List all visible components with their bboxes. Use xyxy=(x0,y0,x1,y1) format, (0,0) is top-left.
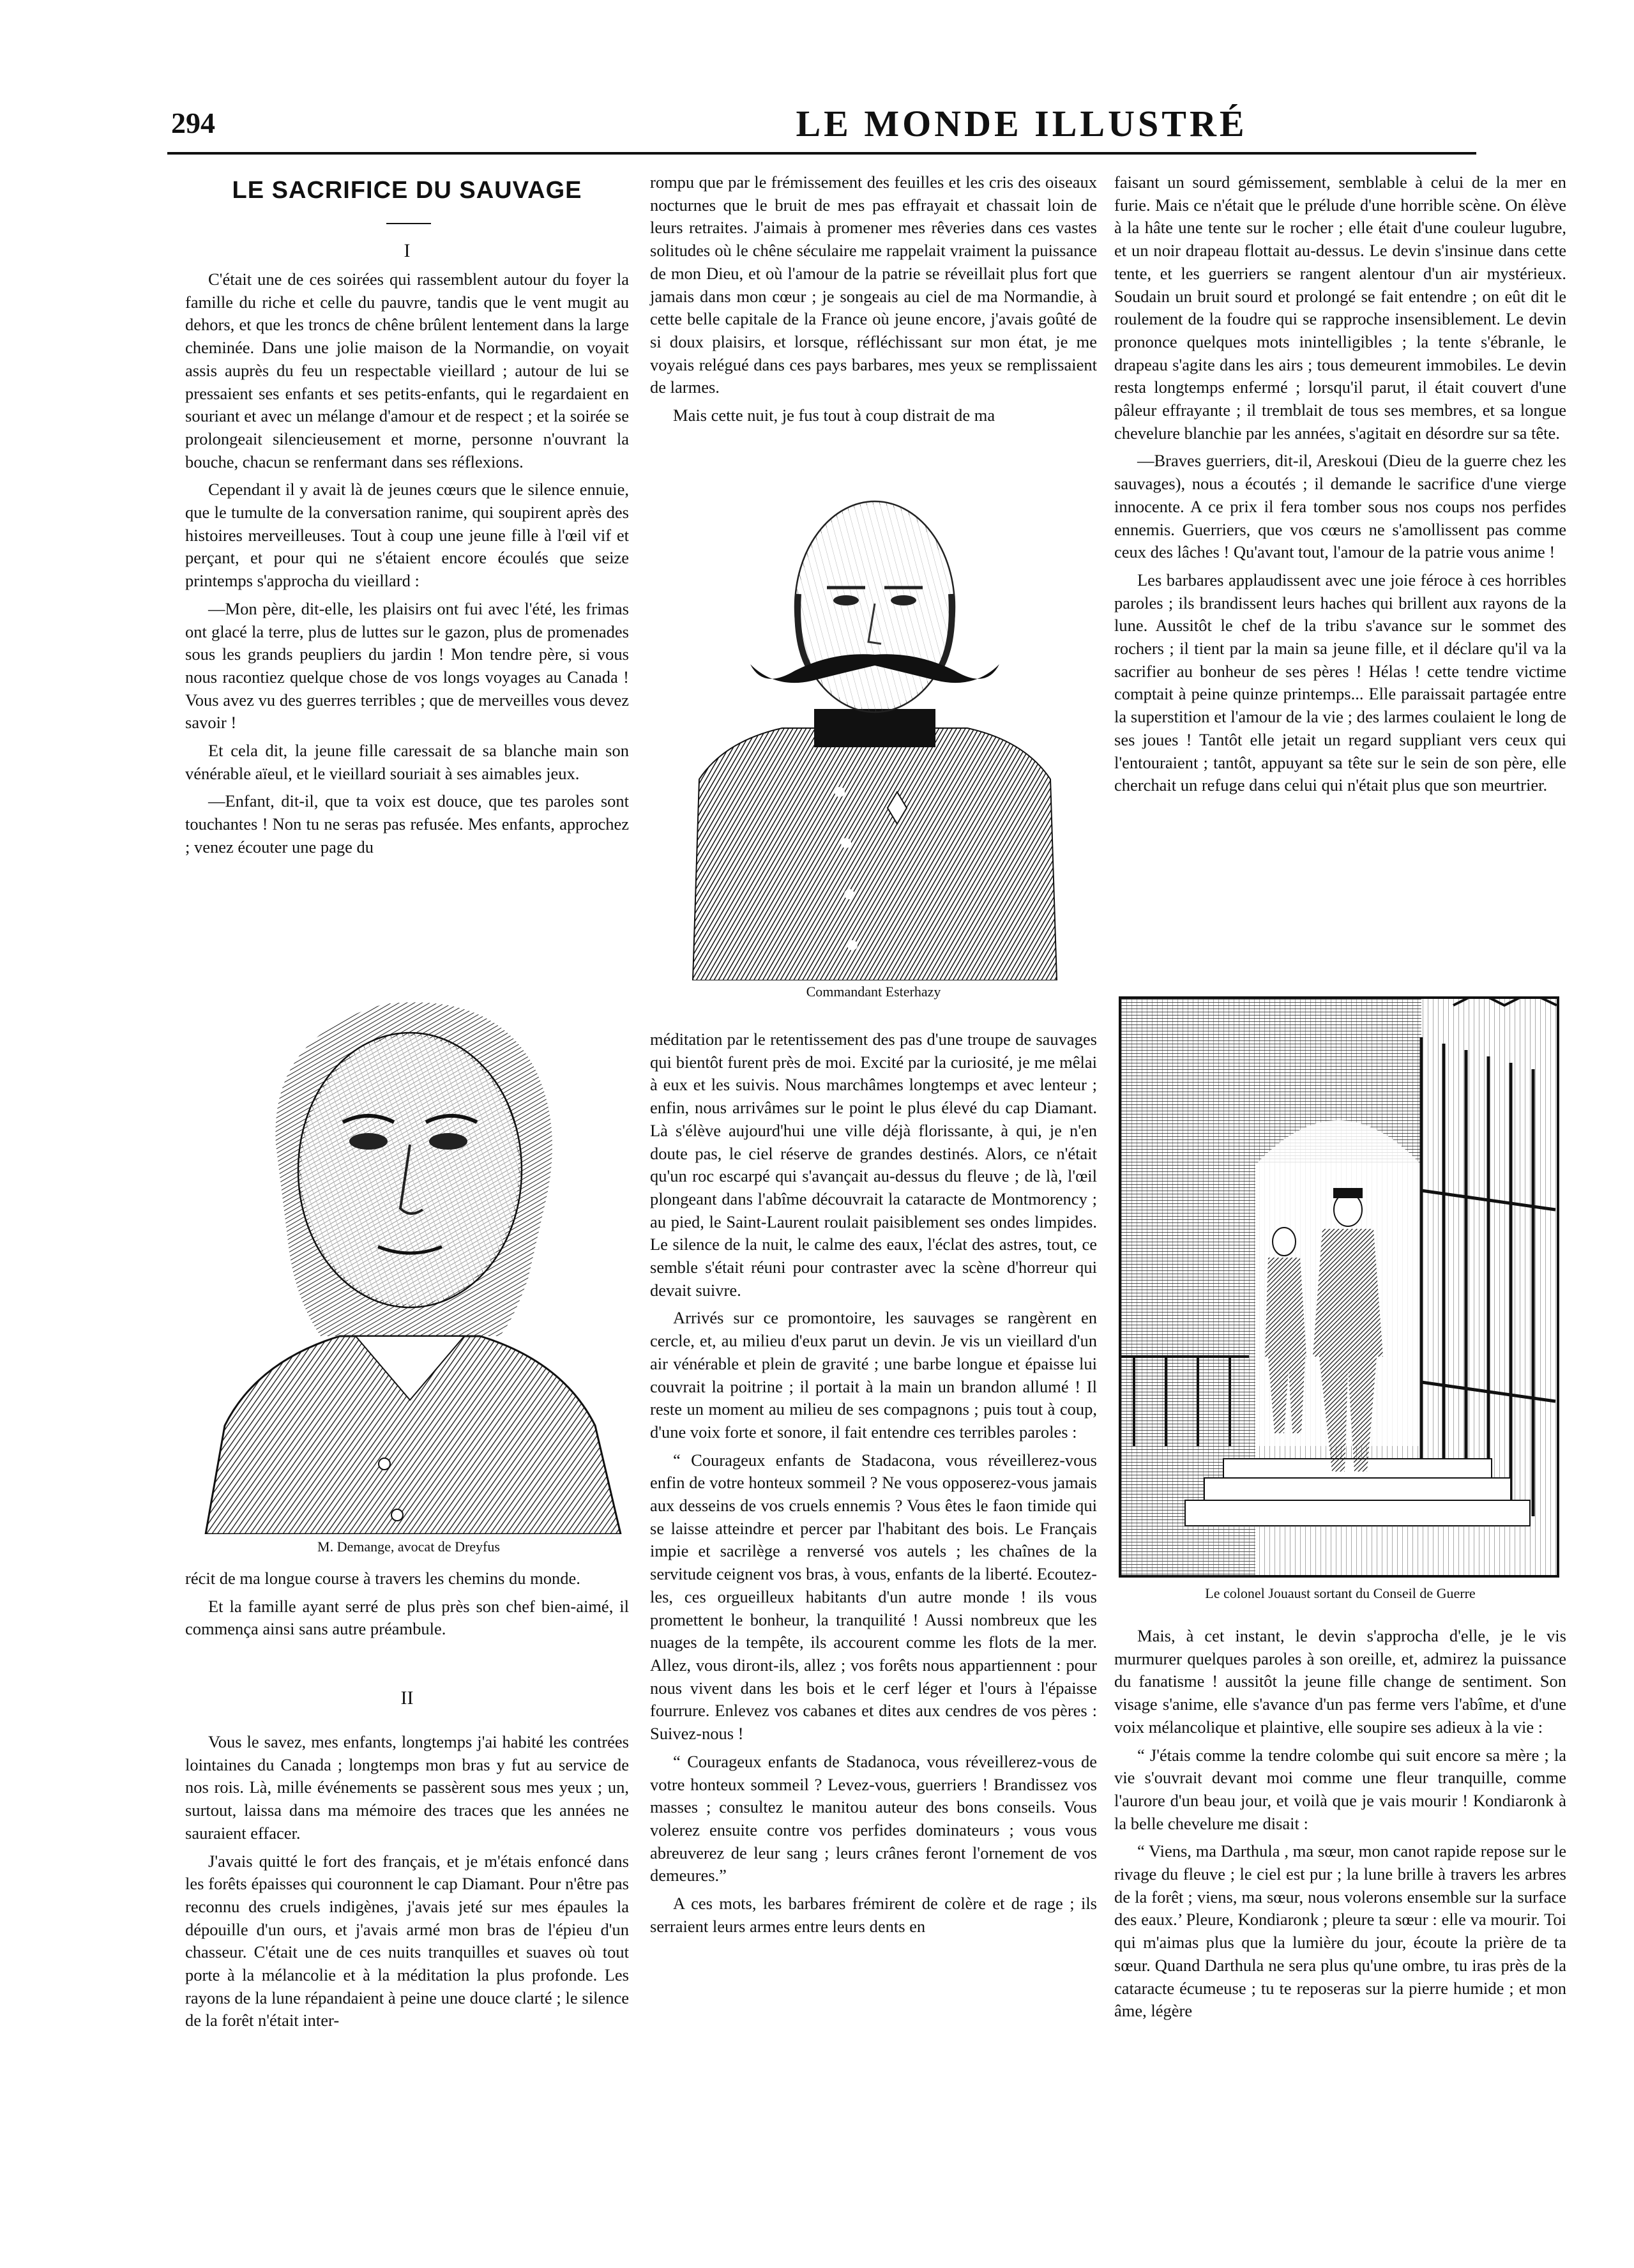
demange-portrait-engraving xyxy=(180,978,640,1534)
paragraph: faisant un sourd gémissement, semblable à celui de la mer en furie. Mais ce n'était que le prélude d'une horrible scène. On élève à la hâte une tente sur le rocher ; elle était d'une couleur lugubre, et un noir drapeau flottait au-dessus. Le devin s'insinue dans cette tente, et les guerriers se rangent alentour d'un air mystérieux. Soudain un bruit sourd et prolongé se fait entendre ; on eût dit le roulement de la foudre qui se rapproche insensiblement. Le devin prononce quelques mots inintelligibles ; la tente s'ébranle, le drapeau s'agite dans les airs ; tous demeurent immobiles. Le devin resta longtemps enfermé ; lorsqu'il parut, il était couvert d'une pâleur effrayante ; il tremblait de tous ses membres, et sa longue chevelure blanchie par les années, s'agitait en désordre sur sa tête. xyxy=(1114,172,1566,443)
esterhazy-caption: Commandant Esterhazy xyxy=(806,984,941,1000)
paragraph: C'était une de ces soirées qui rassemblent autour du foyer la famille du riche et celle du pauvre, tandis que le vent mugit au dehors, et que les troncs de chêne brûlent lentement dans la large cheminée. Dans une jolie maison de la Normandie, on voyait assis auprès du feu un respectable vieillard ; autour de lui se pressaient ses enfants et ses petits-enfants, qui le regardaient en souriant et avec un mélange d'amour et de respect ; et la soirée se prolongeait silencieusement et morne, personne n'ouvrant la bouche, chacun se renfermant dans ses réflexions. xyxy=(185,270,629,471)
paragraph: Arrivés sur ce promontoire, les sauvages se rangèrent en cercle, et, au milieu d'eux parut un devin. Je vis un vieillard d'un air vénérable et plein de gravité ; une barbe longue et épaisse lui couvrait la poitrine ; il portait à la main un brandon allumé ! Il reste un moment au milieu de ses compagnons ; puis tout à coup, d'une voix forte et sonore, il fait entendre ces terribles paroles : xyxy=(650,1308,1097,1442)
paragraph: J'avais quitté le fort des français, et je m'étais enfoncé dans les forêts épaisses qui couronnent le cap Diamant. Pour n'être pas reconnu des cruels indigènes, j'avais jeté sur mes épaules la dépouille d'un ours, et j'avais armé mon bras de l'épieu d'un chasseur. C'était une de ces nuits tranquilles et suaves où tout porte à la mélancolie et à la méditation la plus profonde. Les rayons de la lune répandaient à peine une douce clarté ; le silence de la forêt n'était inter- xyxy=(185,1851,629,2030)
paragraph: Cependant il y avait là de jeunes cœurs que le silence ennuie, que le tumulte de la conversation ranime, qui soupirent après des histoires merveilleuses. Tout à coup une jeune fille à l'œil vif et perçant, et pour qui ne s'étaient encore écoulés que seize printemps s'approcha du vieillard : xyxy=(185,480,629,591)
paragraph: Les barbares applaudissent avec une joie féroce à ces horribles paroles ; ils brandissent leurs haches qui brillent aux rayons de la lune. Aussitôt le chef de la tribu s'avance sur le sommet des rochers ; il tient par la main sa jeune fille, et il déclare qu'il va la sacrifier au bonheur de ses pères ! Hélas ! cette tendre victime comptait à peine quinze printemps... Elle paraissait partagée entre la superstition et l'amour de la vie ; des larmes coulaient le long de ses joues ! Tantôt elle jetait un regard suppliant vers ceux qui l'entouraient ; tantôt, appuyant sa tête sur le sein de son père, elle cherchait un refuge dans celui qui n'était plus que son meurtrier. xyxy=(1114,570,1566,795)
paragraph: Mais cette nuit, je fus tout à coup distrait de ma xyxy=(673,406,995,425)
column-3-top xyxy=(1114,171,1566,797)
page-number: 294 xyxy=(171,107,215,139)
demange-caption: M. Demange, avocat de Dreyfus xyxy=(317,1539,500,1555)
paragraph: Et la famille ayant serré de plus près son chef bien-aimé, il commença ainsi sans autre préambule. xyxy=(185,1596,629,1639)
paragraph: “ J'étais comme la tendre colombe qui suit encore sa mère ; la vie s'ouvrait devant moi comme une fleur tranquille, comme l'aurore d'un beau jour, et voilà que je vais mourir ! Kondiaronk à la belle chevelure me disait : xyxy=(1114,1745,1566,1833)
paragraph: méditation par le retentissement des pas d'une troupe de sauvages qui bientôt furent près de moi. Excité par la curiosité, je me mêlai à eux et les suivis. Nous marchâmes longtemps et avec lenteur ; enfin, nous arrivâmes sur le point le plus élevé du cap Diamant. Là s'élève aujourd'hui une ville déjà florissante, à qui, je n'en doute pas, le ciel réserve de grandes destinés. Alors, ce n'était qu'un roc escarpé qui s'avançait au-dessus du fleuve ; de là, l'œil plongeant dans l'abîme découvrait la cataracte de Montmorency ; au pied, le Saint-Laurent roulait paisiblement ses ondes limpides. Le silence de la nuit, le calme des eaux, l'éclat des astres, tout, ce semble s'était réuni pour contraster avec la scène d'horreur qui devait suivre. xyxy=(650,1030,1097,1300)
esterhazy-portrait-engraving xyxy=(686,498,1063,980)
column-1-bottom xyxy=(185,1731,629,2032)
paragraph: rompu que par le frémissement des feuilles et les cris des oiseaux nocturnes que le bruit de mes pas effrayait et chassait loin de leurs retraites. J'aimais à promener mes rêveries dans ces vastes solitudes où le chêne séculaire me rappelait vraiment la puissance de mon Dieu, et où l'amour de la patrie se réveillait plus fort que jamais dans mon cœur ; je songeais au ciel de ma Normandie, à cette belle capitale de la France où jeune encore, j'avais goûté de si doux plaisirs, et lorsque, réfléchissant sur mon état, je me voyais relégué dans ces pays barbares, mes yeux se remplissaient de larmes. xyxy=(650,172,1097,397)
column-1-top xyxy=(185,268,629,859)
jouaust-caption: Le colonel Jouaust sortant du Conseil de Guerre xyxy=(1205,1585,1476,1601)
jouaust-scene-engraving xyxy=(1121,999,1557,1575)
title-divider xyxy=(386,223,431,224)
article-title: LE SACRIFICE DU SAUVAGE xyxy=(232,177,582,204)
column-3-bottom xyxy=(1114,1625,1566,2023)
column-1-middle xyxy=(185,1567,629,1641)
paragraph: —Braves guerriers, dit-il, Areskoui (Dieu de la guerre chez les sauvages), nous a écoutés ; il demande le sacrifice d'une vierge innocente. A ce prix il fera tomber sous nos coups nos perfides ennemis. Guerriers, que vos cœurs ne s'amollissent pas comme ceux des lâches ! Qu'avant tout, l'amour de la patrie vous anime ! xyxy=(1114,451,1566,562)
jouaust-scene-image xyxy=(1119,996,1559,1578)
header-rule xyxy=(167,152,1476,155)
paragraph: récit de ma longue course à travers les chemins du monde. xyxy=(185,1569,580,1588)
masthead-title: LE MONDE ILLUSTRÉ xyxy=(796,103,1248,144)
section-number-2: II xyxy=(400,1687,414,1709)
paragraph: Mais, à cet instant, le devin s'approcha d'elle, je le vis murmurer quelques paroles à son oreille, et, admirez la puissance du fanatisme ! aussitôt la jeune fille change de sentiment. Son visage s'anime, elle s'avance d'un pas ferme vers l'abîme, et d'une voix mélancolique et plaintive, elle soupire ses adieux à la vie : xyxy=(1114,1626,1566,1737)
paragraph: —Enfant, dit-il, que ta voix est douce, que tes paroles sont touchantes ! Non tu ne seras pas refusée. Mes enfants, approchez ; venez écouter une page du xyxy=(185,791,629,856)
paragraph: “ Courageux enfants de Stadacona, vous réveillerez-vous enfin de votre honteux sommeil ? Ne vous opposerez-vous jamais aux desseins de vos cruels ennemis ? Vous êtes le faon timide qui se laisse atteindre et percer par l'habitant des bois. Le Français impie et sacrilège a renversé vos autels ; les chaînes de la servitude ceignent vos bras, à vous, enfants de la liberté. Ecoutez-les, ces orgueilleux habitants d'un autre monde ! ils vous promettent le bonheur, la tranquilité ! Aussi nombreux que les nuages de la tempête, ils accourent comme les flots de la mer. Allez, vous diront-ils, allez ; vos forêts nous appartiennent : pour nous vivent dans les bois et le cerf léger et l'ours à l'épaisse fourrure. Enlevez vos cabanes et dites aux cendres de vos pères : Suivez-nous ! xyxy=(650,1450,1097,1744)
column-2-bottom xyxy=(650,1028,1097,1938)
paragraph: “ Courageux enfants de Stadanoca, vous réveillerez-vous de votre honteux sommeil ? Levez-vous, guerriers ! Brandissez vos masses ; consultez le manitou auteur des bons conseils. Vous volerez ensuite contre vos perfides dominateurs ; vous vous abreuverez de leur sang ; leurs crânes feront l'ornement de vos demeures.” xyxy=(650,1751,1097,1885)
paragraph: —Mon père, dit-elle, les plaisirs ont fui avec l'été, les frimas ont glacé la terre, plus de luttes sur le gazon, plus de promenades sous les grands peupliers du jardin ! Mon tendre père, si vous nous racontiez quelque chose de vos longs voyages au Canada ! Vous avez vu des guerres terribles ; que de merveilles vous devez savoir ! xyxy=(185,598,629,733)
column-2-top xyxy=(650,171,1097,427)
esterhazy-portrait-image xyxy=(686,498,1063,980)
demange-portrait-image xyxy=(180,978,640,1534)
paragraph: “ Viens, ma Darthula , ma sœur, mon canot rapide repose sur le rivage du fleuve ; le ciel est pur ; la lune brille à travers les arbres de la forêt ; viens, ma sœur, nous volerons ensemble sur la surface des eaux.’ Pleure, Kondiaronk ; pleure ta sœur : elle va mourir. Toi qui m'aimas plus que la lumière du jour, écoute la prière de ta sœur. Quand Darthula ne sera plus qu'une ombre, tu iras près de la cataracte écumeuse ; tu te reposeras sur la pierre humide ; et mon âme, légère xyxy=(1114,1841,1566,2021)
paragraph: Vous le savez, mes enfants, longtemps j'ai habité les contrées lointaines du Canada ; longtemps mon bras y fut au service de nos rois. Là, mille événements se passèrent sous mes yeux ; un, surtout, laissa dans ma mémoire des traces que les années ne sauraient effacer. xyxy=(185,1732,629,1843)
paragraph: Et cela dit, la jeune fille caressait de sa blanche main son vénérable aïeul, et le vieillard souriait à ses aimables jeux. xyxy=(185,741,629,783)
section-number-1: I xyxy=(404,240,411,261)
paragraph: A ces mots, les barbares frémirent de colère et de rage ; ils serraient leurs armes entre leurs dents en xyxy=(650,1894,1097,1936)
